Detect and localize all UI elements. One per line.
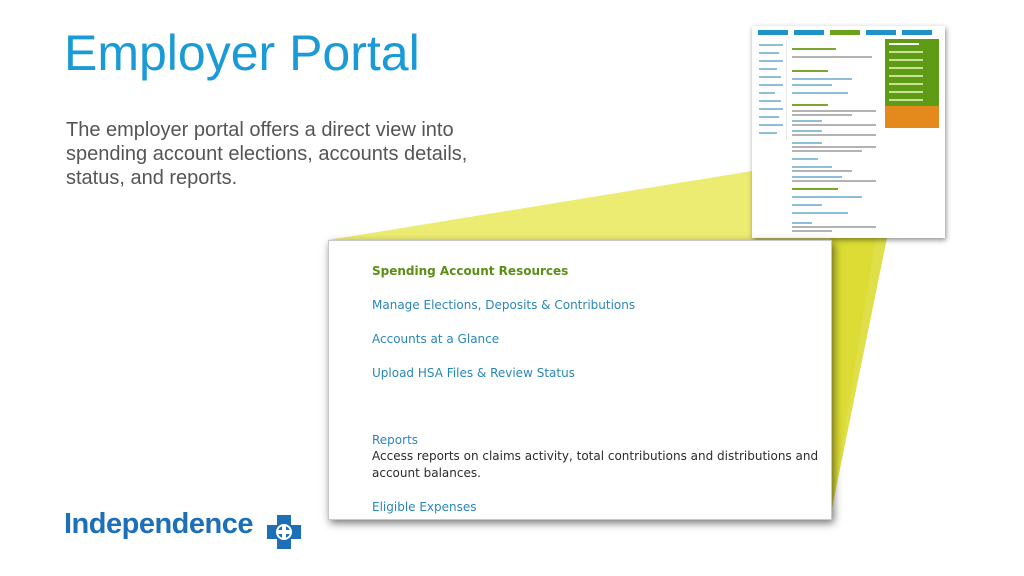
independence-logo-text: Independence xyxy=(64,508,253,540)
manage-elections-link[interactable]: Manage Elections, Deposits & Contributions xyxy=(372,298,636,312)
reports-description: Access reports on claims activity, total contributions and distributions and account balances. xyxy=(372,449,819,480)
eligible-expenses-link[interactable]: Eligible Expenses xyxy=(372,500,477,514)
spending-account-resources-heading: Spending Account Resources xyxy=(372,264,569,278)
portal-thumbnail xyxy=(752,26,945,238)
zoomed-resources-panel xyxy=(328,240,832,520)
thumbnail-promo-box xyxy=(885,106,939,128)
accounts-at-a-glance-link[interactable]: Accounts at a Glance xyxy=(372,332,500,346)
reports-link[interactable]: Reports xyxy=(372,433,419,447)
slide-title: Employer Portal xyxy=(64,25,420,81)
thumbnail-tabs xyxy=(758,30,936,36)
thumbnail-left-nav xyxy=(756,40,787,140)
blue-cross-blue-shield-icon xyxy=(264,513,304,551)
slide-description: The employer portal offers a direct view into spending account elections, accounts details, status, and reports. xyxy=(66,119,468,189)
upload-hsa-files-link[interactable]: Upload HSA Files & Review Status xyxy=(372,366,575,380)
